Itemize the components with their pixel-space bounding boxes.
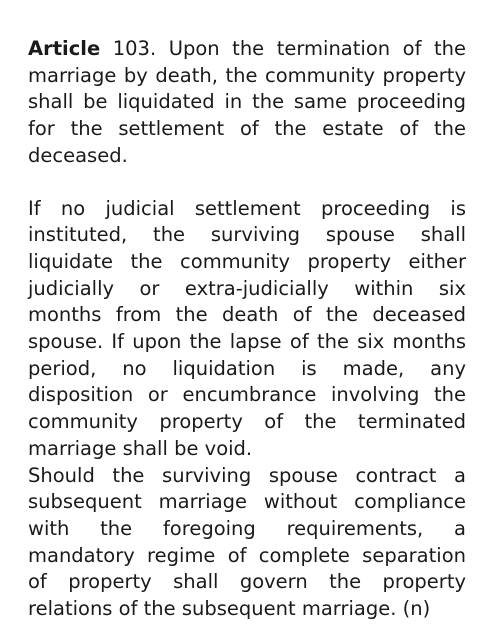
article-paragraph [28,36,466,170]
body-paragraph-subsequent-marriage: Should the surviving spouse contract a subsequent marriage without compliance with the foregoing requirements, a mandatory regime of complete separation of property shall govern the property relations of the subsequent marriage. (n) [28,463,466,621]
paragraph-spacer [28,170,466,196]
body-paragraph-judicial-settlement: If no judicial settlement proceeding is instituted, the surviving spouse shall liquidate the community property either judicially or extra-judicially within six months from the death of the deceased spouse. If upon the lapse of the six months period, no liquidation is made, any disposition or encumbrance involving the community property of the terminated marriage shall be void. [28,196,466,460]
article-label: Article [28,37,101,60]
document-page [28,36,466,623]
article-text: 103. Upon the termination of the marriage by death, the community property shall be liquidated in the same proceeding for the settlement of the estate of the deceased. [28,37,466,167]
